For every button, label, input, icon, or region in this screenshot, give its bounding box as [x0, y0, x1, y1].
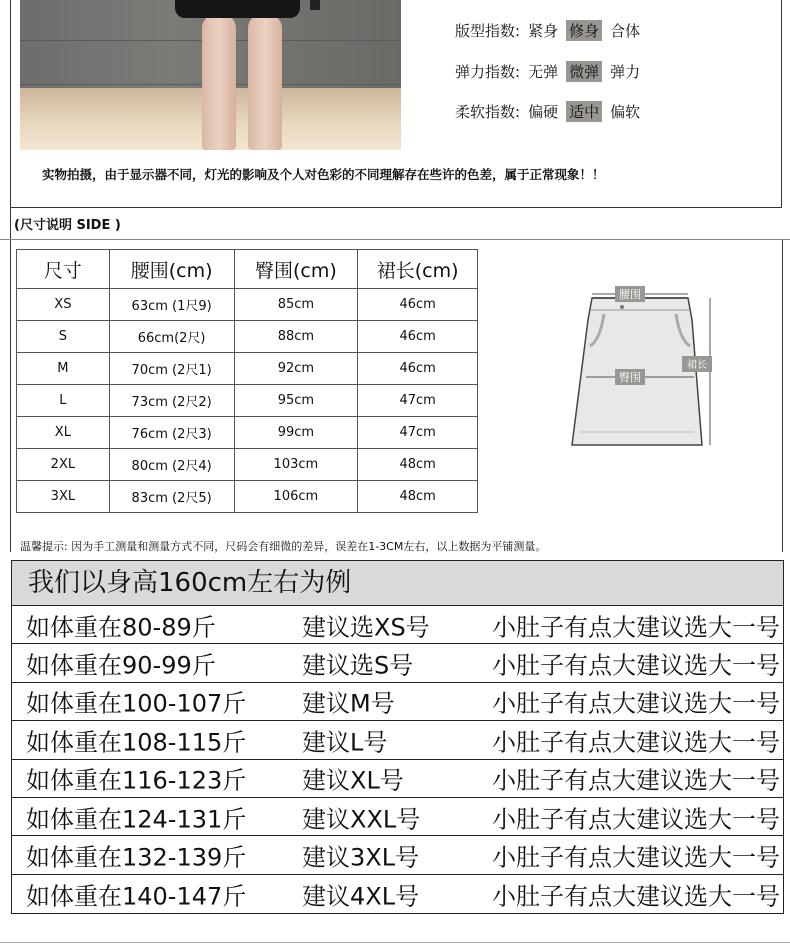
attribute-label: 柔软指数:	[455, 103, 521, 121]
table-header-row	[17, 250, 478, 289]
table-cell: 70cm (2尺1)	[109, 353, 234, 385]
weight-range: 如体重在100-107斤	[26, 689, 247, 718]
waist-label: 腰围	[619, 288, 641, 301]
table-cell: 73cm (2尺2)	[109, 385, 234, 417]
suggested-size: 建议XL号	[302, 766, 404, 795]
table-cell: 47cm	[358, 385, 478, 417]
attribute-row-elasticity	[455, 61, 640, 82]
table-cell: 46cm	[358, 289, 478, 321]
table-cell: 46cm	[358, 353, 478, 385]
weight-range: 如体重在140-147斤	[26, 882, 247, 911]
table-cell: 106cm	[234, 481, 358, 513]
weight-range: 如体重在116-123斤	[26, 766, 247, 795]
divider	[0, 942, 790, 943]
recommendation-row	[12, 644, 783, 682]
table-cell: 88cm	[234, 321, 358, 353]
table-cell: 92cm	[234, 353, 358, 385]
size-tip: 小肚子有点大建议选大一号	[492, 805, 780, 834]
suggested-size: 建议3XL号	[302, 843, 420, 872]
skirt-measurement-diagram	[560, 280, 720, 455]
table-row	[17, 481, 478, 513]
size-chart-table	[16, 249, 478, 513]
table-cell: 99cm	[234, 417, 358, 449]
recommendation-row	[12, 606, 783, 644]
attribute-option: 合体	[610, 22, 641, 40]
size-tip: 小肚子有点大建议选大一号	[492, 843, 780, 872]
table-row	[17, 353, 478, 385]
attribute-option: 偏软	[610, 103, 641, 121]
length-label: 裙长	[687, 360, 707, 371]
table-cell: 95cm	[234, 385, 358, 417]
column-header: 臀围(cm)	[234, 250, 358, 289]
attribute-label: 版型指数:	[455, 22, 521, 40]
column-header: 裙长(cm)	[358, 250, 478, 289]
suggested-size: 建议XXL号	[302, 805, 421, 834]
table-cell: 66cm(2尺)	[109, 321, 234, 353]
table-cell: XS	[17, 289, 110, 321]
table-cell: 85cm	[234, 289, 358, 321]
table-row	[17, 321, 478, 353]
size-tip: 小肚子有点大建议选大一号	[492, 613, 780, 642]
weight-range: 如体重在132-139斤	[26, 843, 247, 872]
attribute-option: 无弹	[528, 63, 559, 81]
recommendation-row	[12, 836, 783, 874]
size-heading: (尺寸说明 SIDE )	[14, 218, 121, 233]
attribute-label: 弹力指数:	[455, 63, 521, 81]
weight-range: 如体重在90-99斤	[26, 651, 216, 680]
table-cell: 2XL	[17, 449, 110, 481]
hip-label: 臀围	[619, 371, 641, 384]
suggested-size: 建议选XS号	[302, 613, 430, 642]
suggested-size: 建议M号	[302, 689, 395, 718]
table-cell: 76cm (2尺3)	[109, 417, 234, 449]
table-cell: 83cm (2尺5)	[109, 481, 234, 513]
table-cell: 48cm	[358, 449, 478, 481]
weight-range: 如体重在108-115斤	[26, 728, 247, 757]
table-row	[17, 449, 478, 481]
table-cell: 48cm	[358, 481, 478, 513]
measurement-note: 温馨提示: 因为手工测量和测量方式不同，尺码会有细微的差异，误差在1-3CM左右，以上数据为平铺测量。	[20, 540, 547, 553]
table-cell: 46cm	[358, 321, 478, 353]
table-row	[17, 289, 478, 321]
divider	[10, 208, 11, 552]
size-tip: 小肚子有点大建议选大一号	[492, 728, 780, 757]
product-photo	[20, 0, 401, 150]
size-recommendation-table	[11, 560, 784, 914]
divider	[782, 240, 783, 552]
attribute-option: 紧身	[528, 22, 559, 40]
suggested-size: 建议选S号	[302, 651, 414, 680]
table-cell: S	[17, 321, 110, 353]
attribute-option-selected: 修身	[566, 20, 602, 41]
table-row	[17, 417, 478, 449]
table-cell: 47cm	[358, 417, 478, 449]
table-cell: 103cm	[234, 449, 358, 481]
recommendation-row	[12, 683, 783, 721]
table-cell: 3XL	[17, 481, 110, 513]
size-tip: 小肚子有点大建议选大一号	[492, 689, 780, 718]
table-cell: XL	[17, 417, 110, 449]
color-disclaimer: 实物拍摄，由于显示器不同，灯光的影响及个人对色彩的不同理解存在些许的色差，属于正常现象！！	[42, 167, 605, 182]
divider	[0, 239, 790, 240]
size-tip: 小肚子有点大建议选大一号	[492, 651, 780, 680]
weight-range: 如体重在80-89斤	[26, 613, 216, 642]
table-row	[17, 385, 478, 417]
recommendation-row	[12, 875, 783, 913]
suggested-size: 建议L号	[302, 728, 388, 757]
table-cell: M	[17, 353, 110, 385]
table-cell: 63cm (1尺9)	[109, 289, 234, 321]
recommendation-row	[12, 721, 783, 759]
attribute-row-softness	[455, 101, 640, 122]
recommendation-title: 我们以身高160cm左右为例	[12, 561, 783, 606]
attribute-option: 偏硬	[528, 103, 559, 121]
recommendation-row	[12, 798, 783, 836]
suggested-size: 建议4XL号	[302, 882, 420, 911]
size-tip: 小肚子有点大建议选大一号	[492, 766, 780, 795]
attribute-option: 弹力	[610, 63, 641, 81]
attribute-option-selected: 微弹	[566, 61, 602, 82]
attribute-option-selected: 适中	[566, 101, 602, 122]
column-header: 腰围(cm)	[109, 250, 234, 289]
weight-range: 如体重在124-131斤	[26, 805, 247, 834]
column-header: 尺寸	[17, 250, 110, 289]
table-cell: 80cm (2尺4)	[109, 449, 234, 481]
size-tip: 小肚子有点大建议选大一号	[492, 882, 780, 911]
table-cell: L	[17, 385, 110, 417]
attribute-row-fit	[455, 20, 640, 41]
recommendation-row	[12, 760, 783, 798]
